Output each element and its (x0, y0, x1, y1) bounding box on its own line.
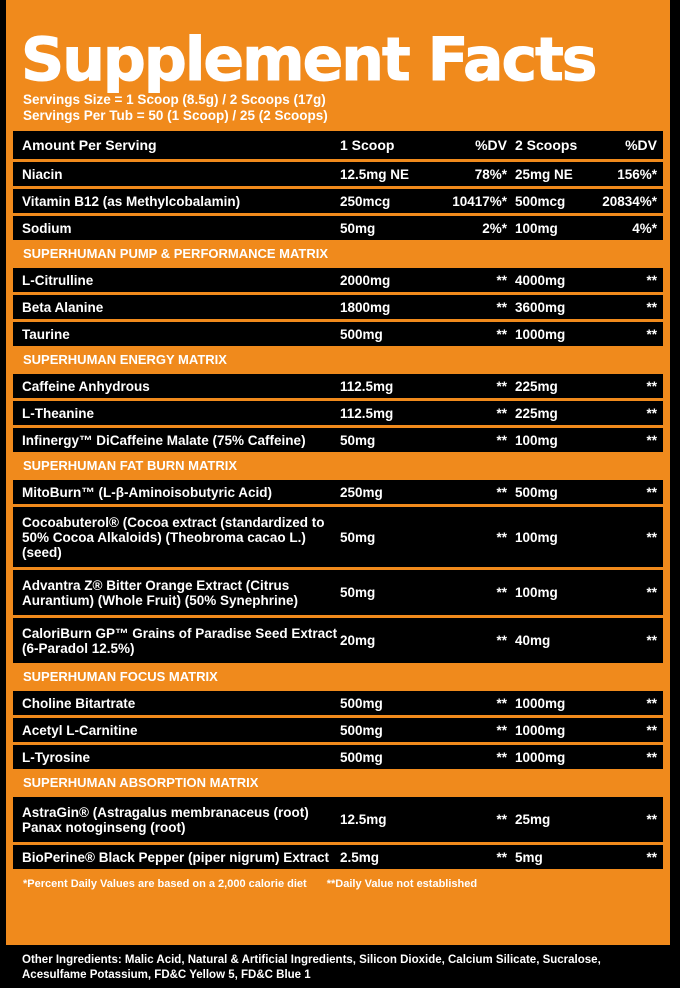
ingredient-name: L-Tyrosine (22, 749, 91, 765)
dv-one-scoop: ** (496, 432, 507, 448)
dv-one-scoop: ** (496, 326, 507, 342)
dv-two-scoops: ** (646, 484, 657, 500)
dv-one-scoop: 10417%* (452, 193, 507, 209)
dv-one-scoop: ** (496, 749, 507, 765)
ingredient-name: CaloriBurn GP™ Grains of Paradise Seed Extract (6-Paradol 12.5%) (22, 625, 338, 656)
header-amount-per-serving: Amount Per Serving (22, 136, 157, 153)
dv-two-scoops: ** (646, 849, 657, 865)
dv-two-scoops: ** (646, 326, 657, 342)
table-row (13, 401, 663, 425)
amount-two-scoops: 225mg (515, 405, 558, 421)
amount-one-scoop: 250mcg (340, 193, 391, 209)
dv-one-scoop: ** (496, 299, 507, 315)
dv-one-scoop: ** (496, 529, 507, 545)
dv-two-scoops: ** (646, 633, 657, 648)
dv-one-scoop: ** (496, 484, 507, 500)
amount-one-scoop: 500mg (340, 695, 383, 711)
amount-two-scoops: 3600mg (515, 299, 566, 315)
section-header: SUPERHUMAN FOCUS MATRIX (13, 666, 663, 688)
dv-two-scoops: 20834%* (602, 193, 657, 209)
table-row (13, 618, 663, 663)
table-row (13, 295, 663, 319)
footnotes (13, 872, 663, 896)
ingredient-name: L-Theanine (22, 405, 95, 421)
other-ingredients: Other Ingredients: Malic Acid, Natural & Artificial Ingredients, Silicon Dioxide, Calcium Silicate, Sucralose, Acesulfame Potassium, FD&C Yellow 5, FD&C Blue 1 (22, 954, 601, 981)
ingredient-name: Infinergy™ DiCaffeine Malate (75% Caffeine) (22, 432, 306, 448)
header-one-scoop: 1 Scoop (340, 137, 395, 153)
section-header: SUPERHUMAN ABSORPTION MATRIX (13, 772, 663, 794)
dv-one-scoop: ** (496, 722, 507, 738)
header-dv-one: %DV (475, 137, 507, 153)
header-dv-two: %DV (625, 137, 657, 153)
dv-one-scoop: ** (496, 378, 507, 394)
dv-two-scoops: ** (646, 585, 657, 600)
dv-two-scoops: ** (646, 272, 657, 288)
dv-two-scoops: ** (646, 378, 657, 394)
table-row (13, 507, 663, 567)
amount-one-scoop: 12.5mg NE (340, 166, 410, 182)
dv-two-scoops: ** (646, 405, 657, 421)
ingredient-name: BioPerine® Black Pepper (piper nigrum) Extract (22, 849, 330, 865)
table-row (13, 216, 663, 240)
footnote-daily-values: *Percent Daily Values are based on a 2,000 calorie diet (23, 878, 307, 890)
table-row (13, 570, 663, 615)
dv-two-scoops: ** (646, 299, 657, 315)
table-row (13, 691, 663, 715)
amount-one-scoop: 20mg (340, 633, 376, 648)
amount-two-scoops: 1000mg (515, 695, 566, 711)
ingredient-name: Advantra Z® Bitter Orange Extract (Citrus Aurantium) (Whole Fruit) (50% Synephrine) (22, 577, 299, 608)
section-header: SUPERHUMAN PUMP & PERFORMANCE MATRIX (13, 243, 663, 265)
ingredient-name: Choline Bitartrate (22, 695, 136, 711)
ingredient-name: Caffeine Anhydrous (22, 378, 150, 394)
dv-two-scoops: ** (646, 432, 657, 448)
amount-one-scoop: 50mg (340, 585, 376, 600)
amount-two-scoops: 1000mg (515, 749, 566, 765)
dv-one-scoop: ** (496, 812, 507, 827)
ingredient-name: L-Citrulline (22, 272, 94, 288)
amount-one-scoop: 12.5mg (340, 812, 387, 827)
table-header (13, 131, 663, 159)
supplement-facts-panel (6, 0, 670, 945)
amount-one-scoop: 500mg (340, 749, 383, 765)
dv-one-scoop: ** (496, 585, 507, 600)
amount-two-scoops: 500mcg (515, 193, 566, 209)
table-row (13, 718, 663, 742)
amount-two-scoops: 100mg (515, 432, 558, 448)
ingredient-name: Acetyl L-Carnitine (22, 722, 138, 738)
amount-two-scoops: 25mg NE (515, 166, 573, 182)
table-row (13, 745, 663, 769)
ingredient-name: Taurine (22, 326, 70, 342)
section-header: SUPERHUMAN ENERGY MATRIX (13, 349, 663, 371)
ingredient-name: Niacin (22, 166, 63, 182)
amount-one-scoop: 50mg (340, 220, 376, 236)
amount-two-scoops: 100mg (515, 220, 558, 236)
amount-one-scoop: 2000mg (340, 272, 391, 288)
dv-one-scoop: 2%* (482, 220, 507, 236)
amount-one-scoop: 50mg (340, 432, 376, 448)
ingredient-name: Beta Alanine (22, 299, 104, 315)
dv-one-scoop: ** (496, 849, 507, 865)
amount-two-scoops: 100mg (515, 529, 558, 545)
amount-two-scoops: 225mg (515, 378, 558, 394)
serving-size: Servings Size = 1 Scoop (8.5g) / 2 Scoops (17g) (23, 92, 326, 107)
table-row (13, 480, 663, 504)
dv-one-scoop: ** (496, 272, 507, 288)
table-row (13, 428, 663, 452)
facts-table-body (13, 162, 663, 869)
page-title: Supplement Facts (21, 25, 596, 95)
dv-two-scoops: ** (646, 529, 657, 545)
amount-two-scoops: 1000mg (515, 722, 566, 738)
dv-two-scoops: ** (646, 695, 657, 711)
amount-two-scoops: 500mg (515, 484, 558, 500)
dv-two-scoops: 156%* (617, 166, 657, 182)
amount-two-scoops: 40mg (515, 633, 551, 648)
dv-two-scoops: ** (646, 812, 657, 827)
amount-one-scoop: 250mg (340, 484, 383, 500)
table-row (13, 797, 663, 842)
amount-one-scoop: 500mg (340, 722, 383, 738)
dv-one-scoop: 78%* (474, 166, 507, 182)
dv-one-scoop: ** (496, 695, 507, 711)
header-two-scoops: 2 Scoops (515, 137, 578, 153)
ingredient-name: Vitamin B12 (as Methylcobalamin) (22, 193, 241, 209)
amount-one-scoop: 1800mg (340, 299, 391, 315)
dv-one-scoop: ** (496, 405, 507, 421)
section-header: SUPERHUMAN FAT BURN MATRIX (13, 455, 663, 477)
amount-two-scoops: 5mg (515, 849, 543, 865)
dv-one-scoop: ** (496, 633, 507, 648)
serving-info (23, 92, 663, 124)
amount-one-scoop: 50mg (340, 529, 376, 545)
amount-one-scoop: 500mg (340, 326, 383, 342)
dv-two-scoops: ** (646, 749, 657, 765)
table-row (13, 845, 663, 869)
table-row (13, 189, 663, 213)
amount-two-scoops: 25mg (515, 812, 551, 827)
dv-two-scoops: ** (646, 722, 657, 738)
ingredient-name: AstraGin® (Astragalus membranaceus (root) Panax notoginseng (root) (22, 804, 309, 835)
amount-one-scoop: 112.5mg (340, 378, 394, 394)
amount-two-scoops: 1000mg (515, 326, 566, 342)
amount-one-scoop: 2.5mg (340, 849, 380, 865)
ingredient-name: MitoBurn™ (L-β-Aminoisobutyric Acid) (22, 484, 272, 500)
footnote-not-established: **Daily Value not established (326, 878, 478, 890)
amount-two-scoops: 100mg (515, 585, 558, 600)
amount-two-scoops: 4000mg (515, 272, 566, 288)
ingredient-name: Sodium (22, 220, 72, 236)
servings-per-container: Servings Per Tub = 50 (1 Scoop) / 25 (2 Scoops) (23, 108, 328, 123)
table-row (13, 268, 663, 292)
divider (13, 124, 663, 131)
dv-two-scoops: 4%* (632, 220, 657, 236)
table-row (13, 322, 663, 346)
table-row (13, 162, 663, 186)
ingredient-name: Cocoabuterol® (Cocoa extract (standardized to 50% Cocoa Alkaloids) (Theobroma cacao L.)(seed) (22, 514, 325, 560)
amount-one-scoop: 112.5mg (340, 405, 394, 421)
table-row (13, 374, 663, 398)
